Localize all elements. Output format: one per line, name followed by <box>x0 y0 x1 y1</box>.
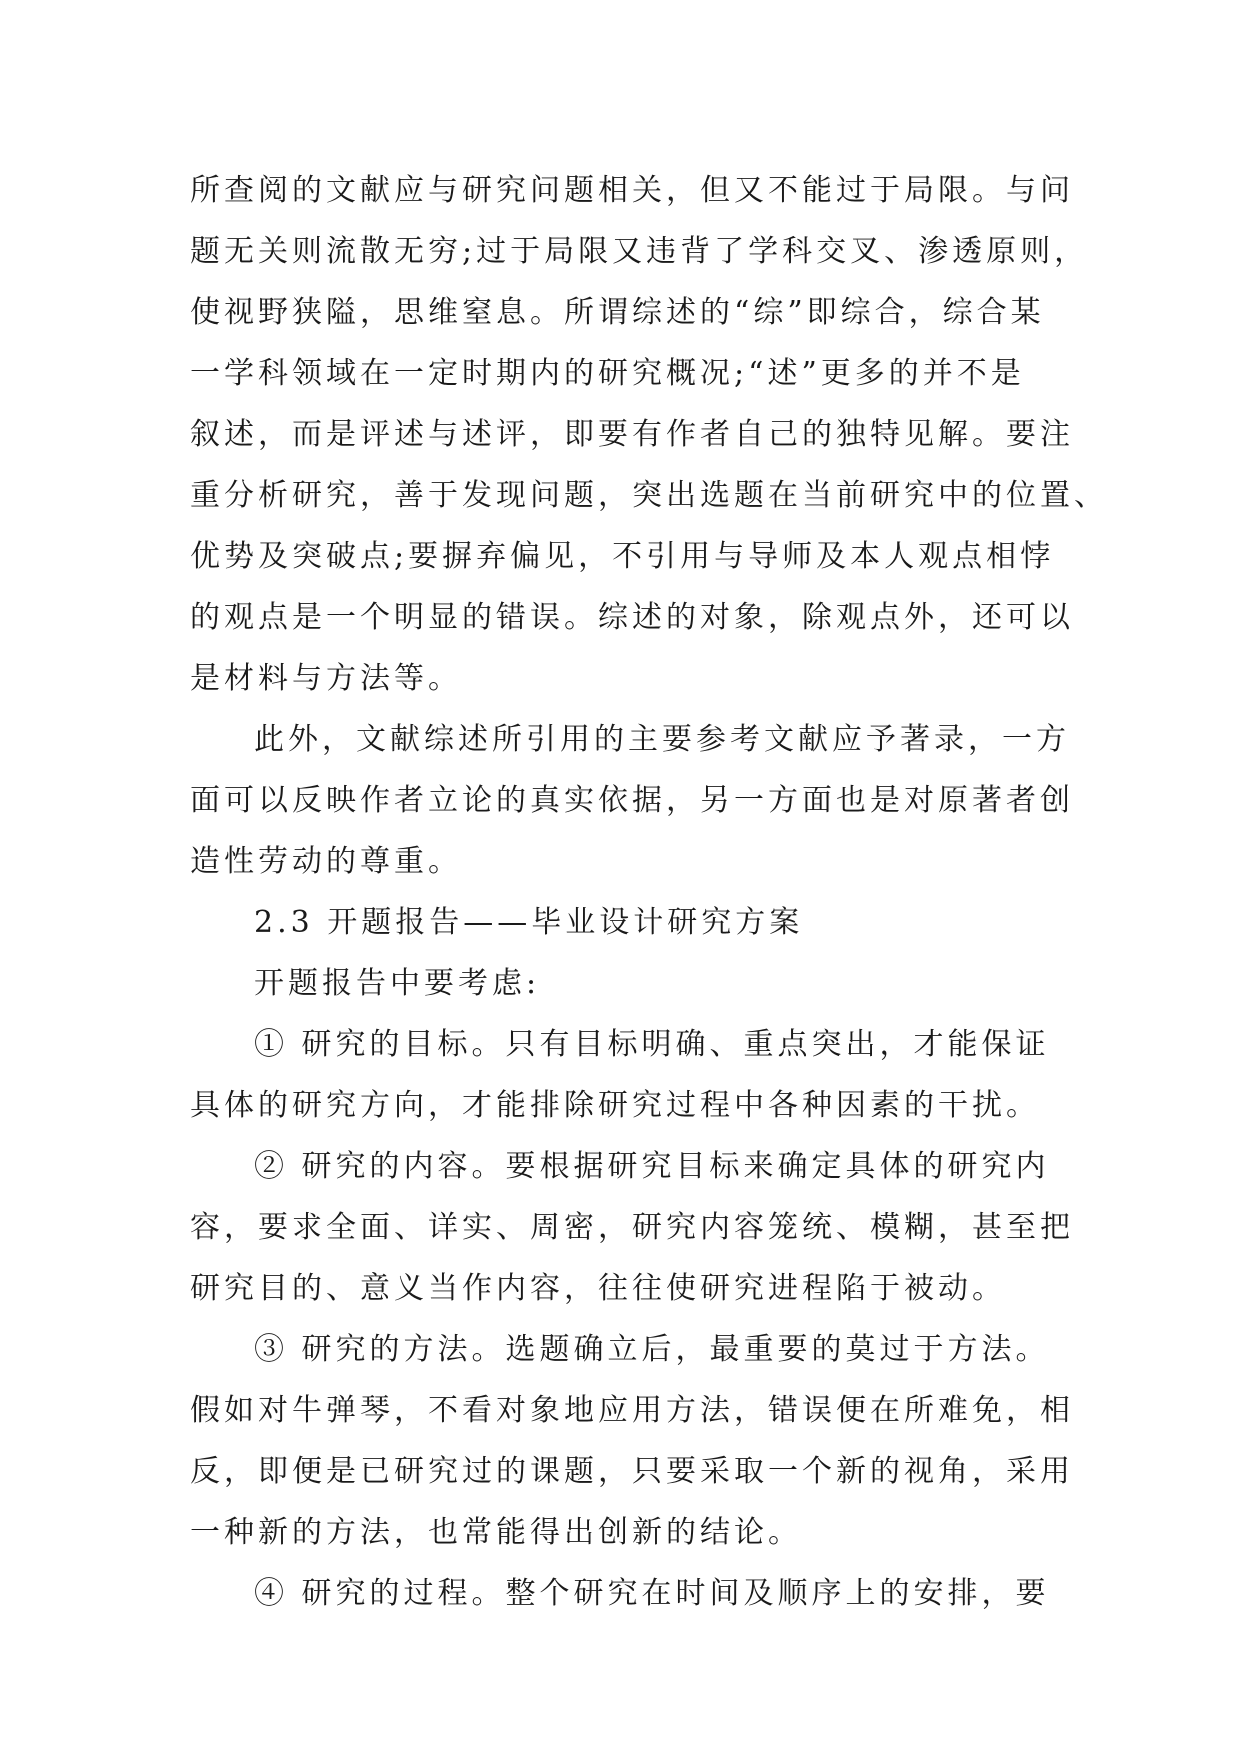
text-line: 一学科领域在一定时期内的研究概况;“述”更多的并不是 <box>190 356 1025 391</box>
text-line: 叙述，而是评述与述评，即要有作者自己的独特见解。要注 <box>190 417 1074 452</box>
text-line: 假如对牛弹琴，不看对象地应用方法，错误便在所难免，相 <box>190 1393 1074 1428</box>
text-line: 研究目的、意义当作内容，往往使研究进程陷于被动。 <box>190 1271 1006 1306</box>
text-line: 的观点是一个明显的错误。综述的对象，除观点外，还可以 <box>190 600 1074 635</box>
text-line: 面可以反映作者立论的真实依据，另一方面也是对原著者创 <box>190 783 1074 818</box>
text-line: 反，即便是已研究过的课题，只要采取一个新的视角，采用 <box>190 1454 1074 1489</box>
text-line: 造性劳动的尊重。 <box>190 844 462 879</box>
list-item-start-line: ① 研究的目标。只有目标明确、重点突出，才能保证 <box>254 1027 1050 1062</box>
text-line: 题无关则流散无穷;过于局限又违背了学科交叉、渗透原则， <box>190 234 1089 269</box>
text-line: 优势及突破点;要摒弃偏见，不引用与导师及本人观点相悖 <box>190 539 1055 574</box>
text-line: 重分析研究，善于发现问题，突出选题在当前研究中的位置、 <box>190 478 1108 513</box>
text-line: 使视野狭隘，思维窒息。所谓综述的“综”即综合，综合某 <box>190 295 1045 330</box>
list-item-start-line: ④ 研究的过程。整个研究在时间及顺序上的安排，要 <box>254 1576 1050 1611</box>
section-heading: 2.3 开题报告——毕业设计研究方案 <box>254 905 804 940</box>
text-line: 一种新的方法，也常能得出创新的结论。 <box>190 1515 802 1550</box>
paragraph-start-line: 此外，文献综述所引用的主要参考文献应予著录，一方 <box>254 722 1070 757</box>
paragraph-start-line: 开题报告中要考虑: <box>254 966 541 1001</box>
text-line: 是材料与方法等。 <box>190 661 462 696</box>
text-line: 具体的研究方向，才能排除研究过程中各种因素的干扰。 <box>190 1088 1040 1123</box>
text-line: 所查阅的文献应与研究问题相关，但又不能过于局限。与问 <box>190 173 1074 208</box>
list-item-start-line: ② 研究的内容。要根据研究目标来确定具体的研究内 <box>254 1149 1050 1184</box>
text-line: 容，要求全面、详实、周密，研究内容笼统、模糊，甚至把 <box>190 1210 1074 1245</box>
list-item-start-line: ③ 研究的方法。选题确立后，最重要的莫过于方法。 <box>254 1332 1050 1367</box>
document-body <box>190 160 1108 1624</box>
